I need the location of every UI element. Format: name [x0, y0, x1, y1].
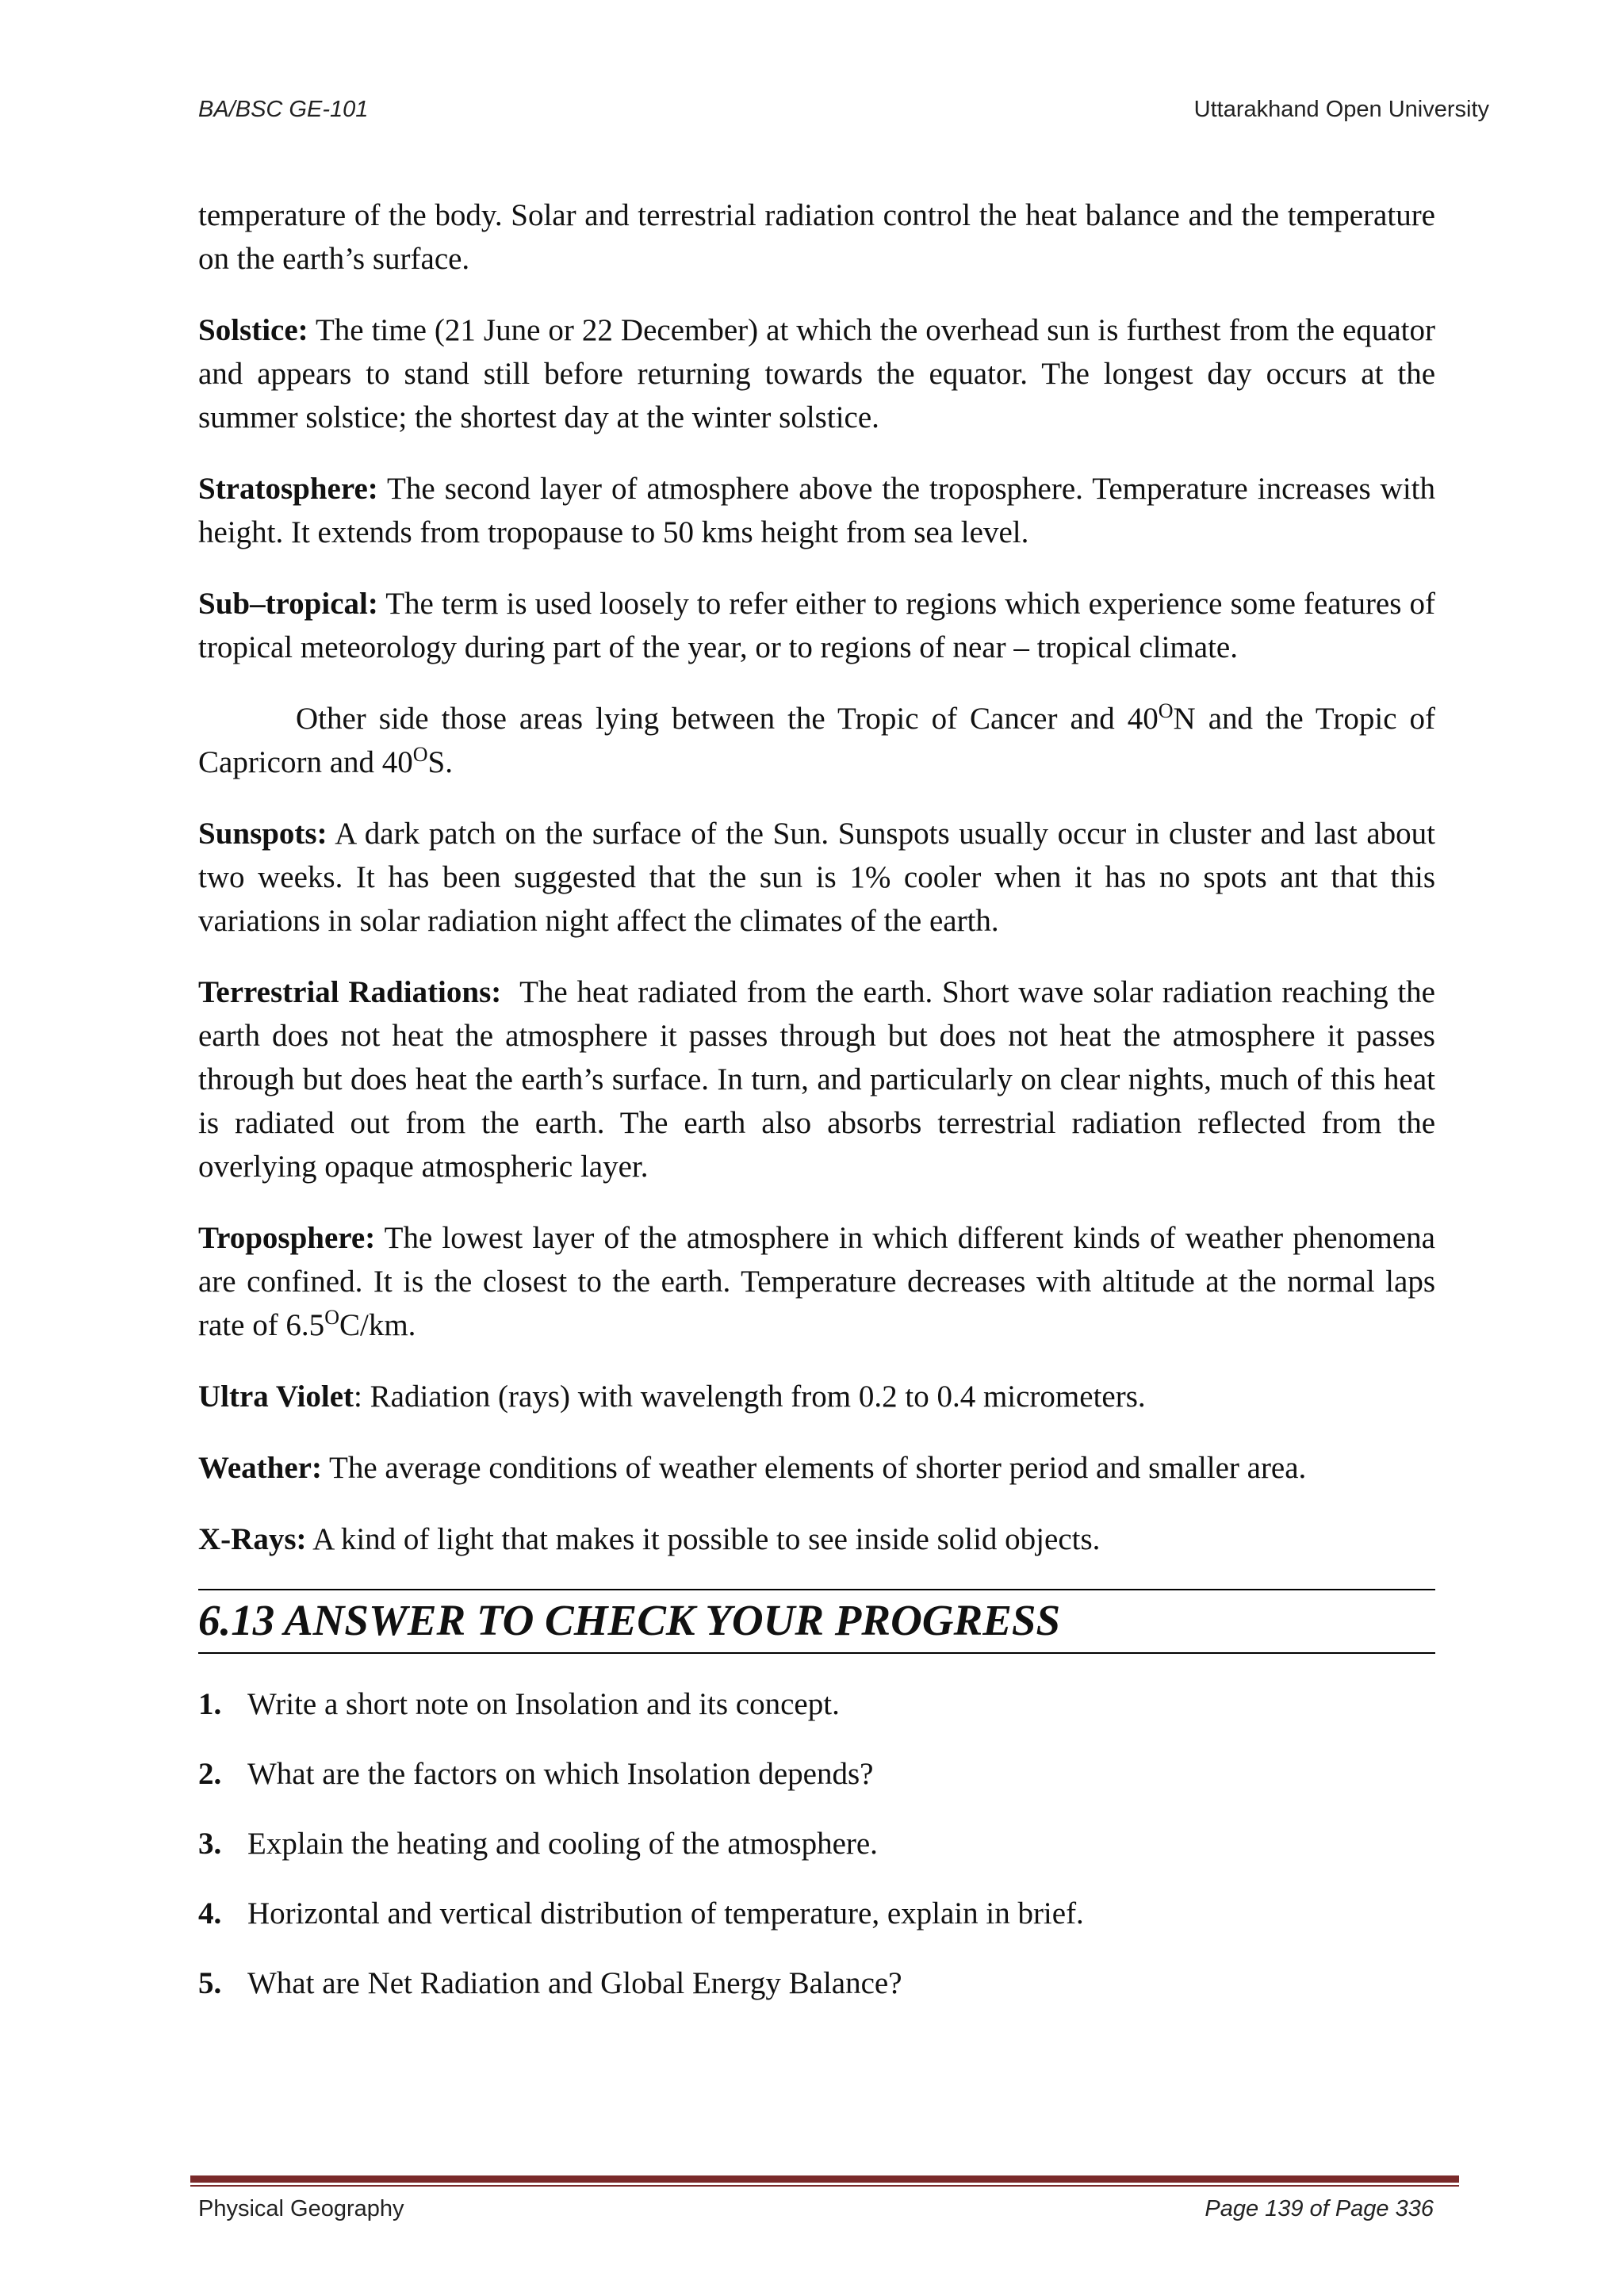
question-text: Write a short note on Insolation and its concept.	[247, 1687, 840, 1721]
question-text: What are Net Radiation and Global Energy Balance?	[247, 1966, 902, 2000]
question-item	[198, 1682, 1435, 1726]
question-item	[198, 1822, 1435, 1866]
definition-text: The average conditions of weather elements of shorter period and smaller area.	[321, 1451, 1307, 1485]
question-text: Horizontal and vertical distribution of temperature, explain in brief.	[247, 1896, 1084, 1931]
degree-superscript: O	[324, 1306, 339, 1329]
paragraph-other-side	[198, 697, 1435, 784]
definition-text: : Radiation (rays) with wavelength from 0.2 to 0.4 micrometers.	[354, 1380, 1146, 1414]
question-item	[198, 1752, 1435, 1796]
term-weather: Weather:	[198, 1451, 322, 1485]
question-text: What are the factors on which Insolation depends?	[247, 1757, 874, 1791]
term-stratosphere: Stratosphere:	[198, 472, 378, 506]
question-item	[198, 1961, 1435, 2005]
definition-subtropical	[198, 582, 1435, 669]
question-number: 5.	[198, 1966, 222, 2000]
header-university: Uttarakhand Open University	[1193, 97, 1489, 122]
definition-solstice	[198, 308, 1435, 439]
header-course-code: BA/BSC GE-101	[198, 97, 369, 122]
definition-text: The heat radiated from the earth. Short wave solar radiation reaching the earth does not heat the atmosphere it passes through but does not heat the atmosphere it passes through but does heat the earth’s surface. In turn, and particularly on clear nights, much of this heat is radiated out from the earth. The earth also absorbs terrestrial radiation reflected from the overlying opaque atmospheric layer.	[198, 975, 1443, 1184]
footer-subject: Physical Geography	[198, 2196, 404, 2221]
definition-text: A kind of light that makes it possible to see inside solid objects.	[306, 1522, 1101, 1556]
footer-divider-thin	[190, 2185, 1459, 2187]
definition-x-rays	[198, 1517, 1435, 1561]
term-terrestrial-radiations: Terrestrial Radiations:	[198, 975, 502, 1009]
definition-terrestrial-radiations	[198, 970, 1443, 1188]
definition-text: The time (21 June or 22 December) at which the overhead sun is furthest from the equator and appears to stand still before returning towards the equator. The longest day occurs at the summer solstice; the shortest day at the winter solstice.	[198, 313, 1435, 434]
term-ultra-violet: Ultra Violet	[198, 1380, 354, 1414]
definition-text: A dark patch on the surface of the Sun. Sunspots usually occur in cluster and last about two weeks. It has been suggested that the sun is 1% cooler when it has no spots ant that this variations in solar radiation night affect the climates of the earth.	[198, 817, 1435, 938]
text-run: Other side those areas lying between the Tropic of Cancer and 40	[296, 702, 1159, 736]
paragraph-continued: temperature of the body. Solar and terrestrial radiation control the heat balance and the temperature on the earth’s surface.	[198, 198, 1435, 276]
footer-divider	[190, 2175, 1459, 2183]
page-body	[198, 193, 1443, 2031]
definition-text: The lowest layer of the atmosphere in which different kinds of weather phenomena are confined. It is the closest to the earth. Temperature decreases with altitude at the normal laps rate of 6.5	[198, 1221, 1435, 1342]
term-sunspots: Sunspots:	[198, 817, 327, 851]
section-heading: 6.13 ANSWER TO CHECK YOUR PROGRESS	[198, 1589, 1435, 1654]
term-subtropical: Sub–tropical:	[198, 587, 378, 621]
footer-page-number: Page 139 of Page 336	[1205, 2196, 1434, 2221]
question-number: 1.	[198, 1687, 222, 1721]
question-number: 2.	[198, 1757, 222, 1791]
question-text: Explain the heating and cooling of the atmosphere.	[247, 1827, 878, 1861]
term-x-rays: X-Rays:	[198, 1522, 307, 1556]
term-solstice: Solstice:	[198, 313, 308, 347]
definition-text: The term is used loosely to refer either to regions which experience some features of tropical meteorology during part of the year, or to regions of near – tropical climate.	[198, 587, 1435, 664]
text-run: C/km.	[339, 1308, 416, 1342]
degree-superscript: O	[1158, 699, 1174, 722]
text-run: N and the Tropic of Capricorn and 40	[198, 702, 1435, 779]
question-item	[198, 1892, 1435, 1935]
definition-sunspots	[198, 812, 1435, 943]
question-number: 3.	[198, 1827, 222, 1861]
text-run: S.	[427, 745, 453, 779]
term-troposphere: Troposphere:	[198, 1221, 376, 1255]
question-number: 4.	[198, 1896, 222, 1931]
definition-text: The second layer of atmosphere above the troposphere. Temperature increases with height. It extends from tropopause to 50 kms height from sea level.	[198, 472, 1435, 549]
definition-weather	[198, 1446, 1435, 1490]
definition-stratosphere	[198, 467, 1435, 554]
definition-troposphere	[198, 1216, 1435, 1347]
degree-superscript: O	[412, 743, 428, 766]
definition-ultra-violet	[198, 1375, 1435, 1418]
